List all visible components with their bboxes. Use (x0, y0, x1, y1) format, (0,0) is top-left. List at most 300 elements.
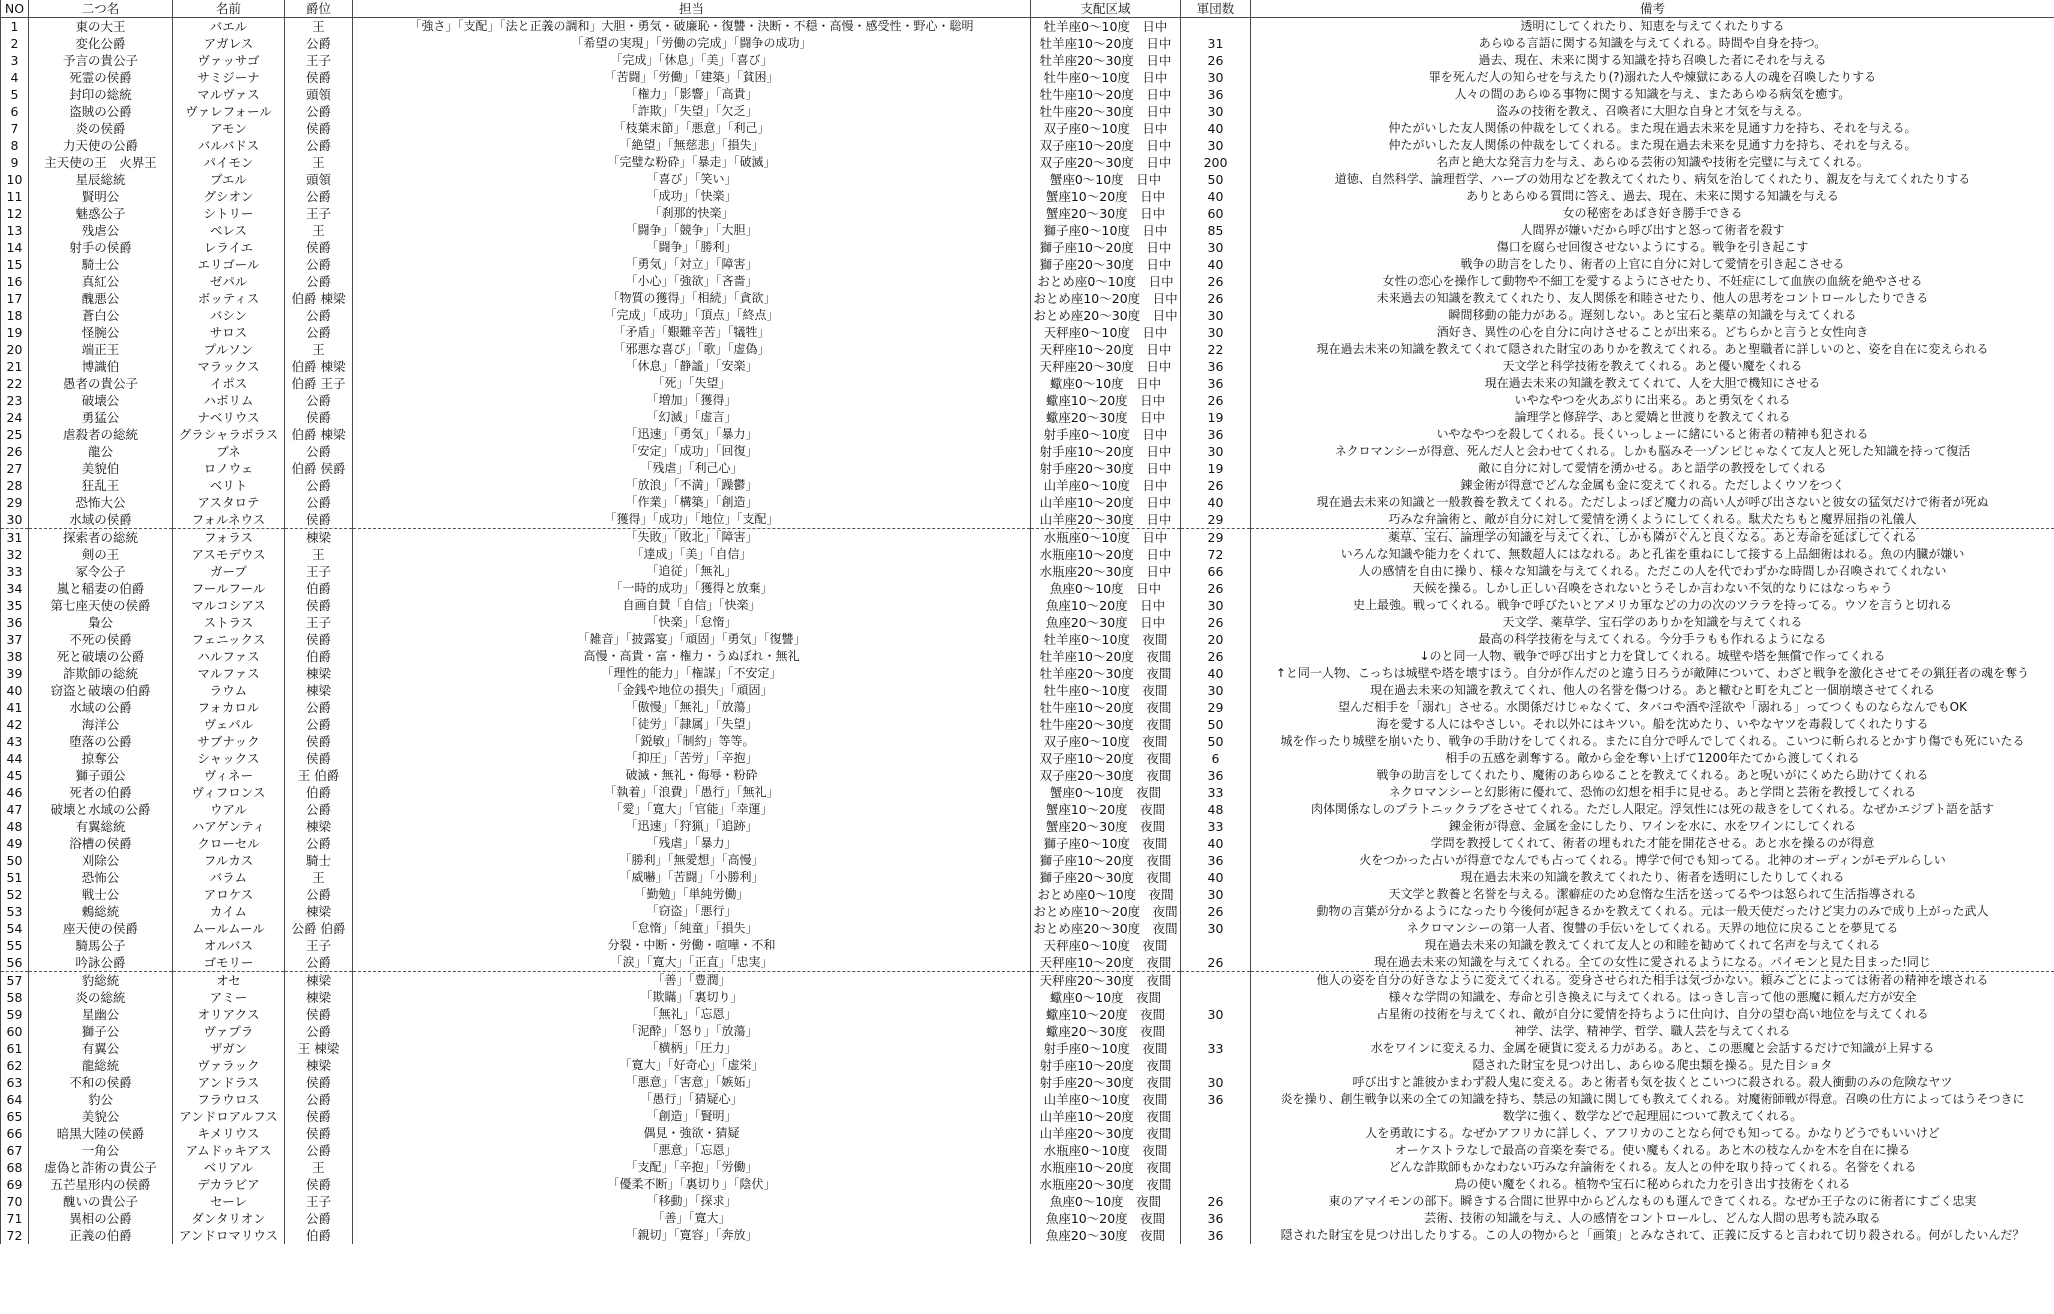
cell-remark[interactable]: 過去、現在、未来に関する知識を持ち召喚した者にそれを与える (1251, 52, 2054, 69)
cell-remark[interactable]: 望んだ相手を「溺れ」させる。水関係だけじゃなくて、タバコや酒や淫欲や「溺れる」ってつくものならなんでもOK (1251, 699, 2054, 716)
cell-name[interactable]: ゴモリー (173, 954, 285, 972)
cell-domain[interactable]: 魚座20～30度 夜間 (1031, 1227, 1181, 1244)
cell-domain[interactable]: 蟹座0～10度 日中 (1031, 171, 1181, 188)
cell-nickname[interactable]: 破壊公 (29, 392, 173, 409)
cell-no[interactable]: 13 (1, 222, 29, 239)
cell-nickname[interactable]: 梟公 (29, 614, 173, 631)
cell-nickname[interactable]: 美貌伯 (29, 460, 173, 477)
cell-remark[interactable]: 傷口を腐らせ回復させないようにする。戦争を引き起こす (1251, 239, 2054, 256)
cell-domain[interactable]: 蟹座10～20度 夜間 (1031, 801, 1181, 818)
cell-name[interactable]: ヴァレフォール (173, 103, 285, 120)
cell-duty[interactable]: 「刹那的快楽」 (353, 205, 1031, 222)
cell-duty[interactable]: 「威嚇」「苦闘」「小勝利」 (353, 869, 1031, 886)
cell-name[interactable]: マルヴァス (173, 86, 285, 103)
cell-no[interactable]: 71 (1, 1210, 29, 1227)
table-row[interactable] (1, 18, 2054, 36)
cell-nickname[interactable]: 死霊の侯爵 (29, 69, 173, 86)
cell-nickname[interactable]: 魅惑公子 (29, 205, 173, 222)
cell-domain[interactable]: 牡牛座0～10度 夜間 (1031, 682, 1181, 699)
cell-remark[interactable]: いやなやつを火あぶりに出来る。あと勇気をくれる (1251, 392, 2054, 409)
cell-remark[interactable]: 天文学と科学技術を教えてくれる。あと優い魔をくれる (1251, 358, 2054, 375)
cell-rank[interactable]: 棟梁 (285, 903, 353, 920)
table-row[interactable] (1, 716, 2054, 733)
cell-nickname[interactable]: 不和の侯爵 (29, 1074, 173, 1091)
cell-domain[interactable]: 蠍座0～10度 夜間 (1031, 989, 1181, 1006)
cell-remark[interactable]: あらゆる言語に関する知識を与えてくれる。時間や自身を持つ。 (1251, 35, 2054, 52)
cell-name[interactable]: ブネ (173, 443, 285, 460)
cell-rank[interactable]: 棟梁 (285, 665, 353, 682)
cell-domain[interactable]: 獅子座0～10度 夜間 (1031, 835, 1181, 852)
cell-duty[interactable]: 「勝利」「無愛想」「高慢」 (353, 852, 1031, 869)
cell-duty[interactable]: 「涙」「寛大」「正直」「忠実」 (353, 954, 1031, 972)
cell-domain[interactable]: 獅子座20～30度 日中 (1031, 256, 1181, 273)
table-row[interactable] (1, 682, 2054, 699)
table-row[interactable] (1, 597, 2054, 614)
table-row[interactable] (1, 1006, 2054, 1023)
cell-nickname[interactable]: 獅子頭公 (29, 767, 173, 784)
cell-domain[interactable]: 蠍座10～20度 日中 (1031, 392, 1181, 409)
cell-no[interactable]: 8 (1, 137, 29, 154)
cell-duty[interactable]: 「傲慢」「無礼」「放蕩」 (353, 699, 1031, 716)
cell-legions[interactable]: 36 (1181, 1210, 1251, 1227)
cell-remark[interactable]: ネクロマンシーの第一人者、復讐の手伝いをしてくれる。天界の地位に戻ることを夢見てる (1251, 920, 2054, 937)
cell-domain[interactable]: 牡羊座0～10度 夜間 (1031, 631, 1181, 648)
cell-legions[interactable]: 36 (1181, 358, 1251, 375)
header-legions[interactable]: 軍団数 (1181, 0, 1251, 18)
cell-legions[interactable]: 30 (1181, 443, 1251, 460)
table-row[interactable] (1, 648, 2054, 665)
cell-nickname[interactable]: 恐怖大公 (29, 494, 173, 511)
cell-no[interactable]: 58 (1, 989, 29, 1006)
cell-nickname[interactable]: 豹総統 (29, 972, 173, 990)
cell-remark[interactable]: 人々の間のあらゆる事物に関する知識を与え、またあらゆる病気を癒す。 (1251, 86, 2054, 103)
cell-rank[interactable]: 侯爵 (285, 409, 353, 426)
cell-no[interactable]: 12 (1, 205, 29, 222)
cell-nickname[interactable]: 炎の総統 (29, 989, 173, 1006)
cell-nickname[interactable]: 破壊と水域の公爵 (29, 801, 173, 818)
cell-domain[interactable]: 双子座20～30度 夜間 (1031, 767, 1181, 784)
cell-duty[interactable]: 「闘争」「競争」「大胆」 (353, 222, 1031, 239)
cell-no[interactable]: 36 (1, 614, 29, 631)
cell-nickname[interactable]: 端正王 (29, 341, 173, 358)
cell-no[interactable]: 23 (1, 392, 29, 409)
cell-domain[interactable]: 牡羊座20～30度 日中 (1031, 52, 1181, 69)
table-row[interactable] (1, 239, 2054, 256)
cell-domain[interactable]: おとめ座10～20度 夜間 (1031, 903, 1181, 920)
cell-domain[interactable]: 双子座20～30度 日中 (1031, 154, 1181, 171)
cell-nickname[interactable]: 力天使の公爵 (29, 137, 173, 154)
header-no[interactable]: NO (1, 0, 29, 18)
cell-name[interactable]: クローセル (173, 835, 285, 852)
cell-duty[interactable]: 「横柄」「圧力」 (353, 1040, 1031, 1057)
cell-domain[interactable]: 獅子座20～30度 夜間 (1031, 869, 1181, 886)
cell-remark[interactable]: 未来過去の知識を教えてくれたり、友人関係を和睦させたり、他人の思考をコントロールしたりできる (1251, 290, 2054, 307)
cell-nickname[interactable]: 冢令公子 (29, 563, 173, 580)
cell-legions[interactable]: 30 (1181, 920, 1251, 937)
cell-name[interactable]: アスモデウス (173, 546, 285, 563)
cell-rank[interactable]: 棟梁 (285, 989, 353, 1006)
cell-duty[interactable]: 「優柔不断」「裏切り」「陰伏」 (353, 1176, 1031, 1193)
cell-no[interactable]: 15 (1, 256, 29, 273)
cell-domain[interactable]: 獅子座10～20度 日中 (1031, 239, 1181, 256)
table-row[interactable] (1, 852, 2054, 869)
table-row[interactable] (1, 699, 2054, 716)
cell-duty[interactable]: 高慢・高貴・富・権力・うぬぼれ・無礼 (353, 648, 1031, 665)
cell-rank[interactable]: 公爵 (285, 886, 353, 903)
cell-name[interactable]: アンドラス (173, 1074, 285, 1091)
cell-remark[interactable]: どんな詐欺師もかなわない巧みな弁論術をくれる。友人との仲を取り持ってくれる。名誉をくれる (1251, 1159, 2054, 1176)
cell-rank[interactable]: 伯爵 棟梁 (285, 290, 353, 307)
cell-remark[interactable]: 芸術、技術の知識を与え、人の感情をコントロールし、どんな人間の思考も読み取る (1251, 1210, 2054, 1227)
table-row[interactable] (1, 835, 2054, 852)
cell-rank[interactable]: 騎士 (285, 852, 353, 869)
cell-domain[interactable]: 射手座10～20度 夜間 (1031, 1057, 1181, 1074)
cell-nickname[interactable]: 龍公 (29, 443, 173, 460)
cell-rank[interactable]: 伯爵 (285, 580, 353, 597)
cell-remark[interactable]: 神学、法学、精神学、哲学、職人芸を与えてくれる (1251, 1023, 2054, 1040)
cell-duty[interactable]: 「快楽」「怠惰」 (353, 614, 1031, 631)
cell-legions[interactable]: 26 (1181, 954, 1251, 972)
cell-rank[interactable]: 公爵 (285, 273, 353, 290)
table-row[interactable] (1, 426, 2054, 443)
cell-no[interactable]: 61 (1, 1040, 29, 1057)
cell-legions[interactable]: 26 (1181, 1193, 1251, 1210)
cell-no[interactable]: 50 (1, 852, 29, 869)
cell-domain[interactable]: 射手座0～10度 日中 (1031, 426, 1181, 443)
cell-remark[interactable]: 仲たがいした友人関係の仲裁をしてくれる。また現在過去未来を見通す力を持ち、それを与える。 (1251, 120, 2054, 137)
cell-rank[interactable]: 王 (285, 546, 353, 563)
table-row[interactable] (1, 1193, 2054, 1210)
cell-name[interactable]: アミー (173, 989, 285, 1006)
cell-duty[interactable]: 「権力」「影響」「高貴」 (353, 86, 1031, 103)
cell-rank[interactable]: 公爵 (285, 699, 353, 716)
cell-rank[interactable]: 伯爵 (285, 1227, 353, 1244)
cell-duty[interactable]: 「執着」「浪費」「愚行」「無礼」 (353, 784, 1031, 801)
cell-name[interactable]: アスタロテ (173, 494, 285, 511)
cell-duty[interactable]: 「移動」「探求」 (353, 1193, 1031, 1210)
cell-rank[interactable]: 王 (285, 18, 353, 36)
cell-nickname[interactable]: 嵐と稲妻の伯爵 (29, 580, 173, 597)
cell-no[interactable]: 65 (1, 1108, 29, 1125)
cell-duty[interactable]: 「作業」「構築」「創造」 (353, 494, 1031, 511)
cell-nickname[interactable]: 獅子公 (29, 1023, 173, 1040)
cell-rank[interactable]: 公爵 (285, 477, 353, 494)
cell-no[interactable]: 4 (1, 69, 29, 86)
cell-rank[interactable]: 王子 (285, 937, 353, 954)
cell-name[interactable]: ゼパル (173, 273, 285, 290)
cell-domain[interactable]: 牡牛座0～10度 日中 (1031, 69, 1181, 86)
cell-legions[interactable]: 33 (1181, 1040, 1251, 1057)
cell-duty[interactable]: 「成功」「快楽」 (353, 188, 1031, 205)
cell-rank[interactable]: 王 (285, 154, 353, 171)
cell-rank[interactable]: 公爵 (285, 716, 353, 733)
cell-no[interactable]: 31 (1, 529, 29, 547)
cell-duty[interactable]: 「闘争」「勝利」 (353, 239, 1031, 256)
table-row[interactable] (1, 614, 2054, 631)
cell-legions[interactable]: 30 (1181, 137, 1251, 154)
cell-domain[interactable]: 牡羊座10～20度 日中 (1031, 35, 1181, 52)
table-row[interactable] (1, 937, 2054, 954)
cell-duty[interactable]: 「喜び」「笑い」 (353, 171, 1031, 188)
cell-duty[interactable]: 「一時的成功」「獲得と放棄」 (353, 580, 1031, 597)
cell-name[interactable]: セーレ (173, 1193, 285, 1210)
cell-domain[interactable]: 蟹座10～20度 日中 (1031, 188, 1181, 205)
cell-duty[interactable]: 「完成」「休息」「美」「喜び」 (353, 52, 1031, 69)
cell-nickname[interactable]: 勇猛公 (29, 409, 173, 426)
table-row[interactable] (1, 767, 2054, 784)
cell-nickname[interactable]: 博識伯 (29, 358, 173, 375)
cell-remark[interactable]: 史上最強。戦ってくれる。戦争で呼びたいとアメリカ軍などの力の次のツララを持ってる。ウソを言うと切れる (1251, 597, 2054, 614)
cell-legions[interactable]: 50 (1181, 716, 1251, 733)
table-row[interactable] (1, 818, 2054, 835)
table-row[interactable] (1, 137, 2054, 154)
cell-rank[interactable]: 公爵 (285, 954, 353, 972)
cell-duty[interactable]: 「迅速」「勇気」「暴力」 (353, 426, 1031, 443)
cell-name[interactable]: フォラス (173, 529, 285, 547)
cell-remark[interactable]: 瞬間移動の能力がある。遅刻しない。あと宝石と薬草の知識を与えてくれる (1251, 307, 2054, 324)
cell-no[interactable]: 64 (1, 1091, 29, 1108)
cell-duty[interactable]: 「休息」「静謐」「安楽」 (353, 358, 1031, 375)
table-row[interactable] (1, 358, 2054, 375)
cell-domain[interactable]: 天秤座0～10度 夜間 (1031, 937, 1181, 954)
cell-domain[interactable]: おとめ座20～30度 夜間 (1031, 920, 1181, 937)
cell-nickname[interactable]: 水域の公爵 (29, 699, 173, 716)
cell-name[interactable]: サミジーナ (173, 69, 285, 86)
cell-no[interactable]: 37 (1, 631, 29, 648)
cell-nickname[interactable]: 戦士公 (29, 886, 173, 903)
cell-name[interactable]: フォルネウス (173, 511, 285, 529)
cell-rank[interactable]: 伯爵 王子 (285, 375, 353, 392)
cell-rank[interactable]: 伯爵 (285, 648, 353, 665)
cell-no[interactable]: 55 (1, 937, 29, 954)
cell-remark[interactable]: 天文学と教養と名誉を与える。潔癖症のため怠惰な生活を送ってるやつは怒られて生活指導される (1251, 886, 2054, 903)
cell-name[interactable]: グシオン (173, 188, 285, 205)
cell-no[interactable]: 48 (1, 818, 29, 835)
cell-no[interactable]: 7 (1, 120, 29, 137)
table-row[interactable] (1, 290, 2054, 307)
cell-domain[interactable]: 山羊座0～10度 日中 (1031, 477, 1181, 494)
cell-name[interactable]: ブエル (173, 171, 285, 188)
cell-no[interactable]: 41 (1, 699, 29, 716)
cell-nickname[interactable]: 水域の侯爵 (29, 511, 173, 529)
cell-name[interactable]: マルコシアス (173, 597, 285, 614)
cell-name[interactable]: アンドロアルフス (173, 1108, 285, 1125)
cell-rank[interactable]: 王 伯爵 (285, 767, 353, 784)
cell-rank[interactable]: 公爵 (285, 1091, 353, 1108)
cell-no[interactable]: 53 (1, 903, 29, 920)
cell-legions[interactable]: 26 (1181, 648, 1251, 665)
cell-nickname[interactable]: 五芒星形内の侯爵 (29, 1176, 173, 1193)
cell-rank[interactable]: 公爵 (285, 307, 353, 324)
cell-legions[interactable]: 60 (1181, 205, 1251, 222)
cell-legions[interactable]: 33 (1181, 784, 1251, 801)
cell-nickname[interactable]: 豹公 (29, 1091, 173, 1108)
cell-nickname[interactable]: 虐殺者の総統 (29, 426, 173, 443)
cell-nickname[interactable]: 掠奪公 (29, 750, 173, 767)
cell-name[interactable]: ガープ (173, 563, 285, 580)
cell-duty[interactable]: 「苦闘」「労働」「建築」「貧困」 (353, 69, 1031, 86)
cell-name[interactable]: デカラビア (173, 1176, 285, 1193)
cell-name[interactable]: ストラス (173, 614, 285, 631)
table-row[interactable] (1, 1108, 2054, 1125)
cell-name[interactable]: カイム (173, 903, 285, 920)
cell-duty[interactable]: 「創造」「賢明」 (353, 1108, 1031, 1125)
cell-nickname[interactable]: 変化公爵 (29, 35, 173, 52)
cell-duty[interactable]: 「善」「豊潤」 (353, 972, 1031, 990)
cell-duty[interactable]: 「雑音」「披露宴」「頑固」「勇気」「復讐」 (353, 631, 1031, 648)
cell-name[interactable]: マルファス (173, 665, 285, 682)
header-name[interactable]: 名前 (173, 0, 285, 18)
cell-nickname[interactable]: 吟詠公爵 (29, 954, 173, 972)
cell-remark[interactable]: 人間界が嫌いだから呼び出すと怒って術者を殺す (1251, 222, 2054, 239)
cell-duty[interactable]: 「安定」「成功」「回復」 (353, 443, 1031, 460)
cell-no[interactable]: 57 (1, 972, 29, 990)
cell-remark[interactable]: 肉体関係なしのプラトニックラブをさせてくれる。ただし人限定。浮気性には死の裁きをしてくれる。なぜかエジプト語を話す (1251, 801, 2054, 818)
cell-domain[interactable]: 魚座10～20度 日中 (1031, 597, 1181, 614)
cell-nickname[interactable]: 醜悪公 (29, 290, 173, 307)
cell-remark[interactable]: 相手の五感を剥奪する。敵から金を奪い上げて1200年たてから渡してくれる (1251, 750, 2054, 767)
cell-no[interactable]: 52 (1, 886, 29, 903)
cell-no[interactable]: 43 (1, 733, 29, 750)
cell-rank[interactable]: 王 (285, 869, 353, 886)
cell-remark[interactable]: 現在過去未来の知識を与えてくれる。全ての女性に愛されるようになる。パイモンと見た目まった!同じ (1251, 954, 2054, 972)
cell-rank[interactable]: 侯爵 (285, 597, 353, 614)
cell-legions[interactable]: 36 (1181, 852, 1251, 869)
cell-name[interactable]: シャックス (173, 750, 285, 767)
cell-rank[interactable]: 公爵 (285, 392, 353, 409)
cell-duty[interactable]: 「枝葉末節」「悪意」「利己」 (353, 120, 1031, 137)
cell-no[interactable]: 68 (1, 1159, 29, 1176)
cell-remark[interactable]: いろんな知識や能力をくれて、無数超人にはなれる。あと孔雀を重ねにして接する上品細術はれる。魚の内臓が嫌い (1251, 546, 2054, 563)
cell-domain[interactable]: 天秤座0～10度 日中 (1031, 324, 1181, 341)
header-nickname[interactable]: 二つ名 (29, 0, 173, 18)
cell-duty[interactable]: 「達成」「美」「自信」 (353, 546, 1031, 563)
cell-remark[interactable]: ↑と同一人物、こっちは城壁や塔を壊すほう。自分が作んだのと違う日ろうが敵陣について、わざと戦争を激化させてその猟狂者の魂を奪う (1251, 665, 2054, 682)
table-row[interactable] (1, 324, 2054, 341)
table-row[interactable] (1, 750, 2054, 767)
table-row[interactable] (1, 341, 2054, 358)
cell-remark[interactable]: 人を勇敢にする。なぜかアフリカに詳しく、アフリカのことなら何でも知ってる。かなりどうでもいいけど (1251, 1125, 2054, 1142)
cell-no[interactable]: 49 (1, 835, 29, 852)
cell-no[interactable]: 32 (1, 546, 29, 563)
cell-name[interactable]: ヴィネー (173, 767, 285, 784)
cell-legions[interactable]: 30 (1181, 1006, 1251, 1023)
cell-legions[interactable]: 36 (1181, 1227, 1251, 1244)
cell-no[interactable]: 34 (1, 580, 29, 597)
table-row[interactable] (1, 188, 2054, 205)
cell-duty[interactable]: 「絶望」「無慈悲」「損失」 (353, 137, 1031, 154)
cell-no[interactable]: 22 (1, 375, 29, 392)
cell-legions[interactable] (1181, 937, 1251, 954)
cell-remark[interactable]: 盗みの技術を教え、召喚者に大胆な自身と才気を与える。 (1251, 103, 2054, 120)
cell-name[interactable]: ヴァラック (173, 1057, 285, 1074)
table-row[interactable] (1, 103, 2054, 120)
cell-nickname[interactable]: 暗黒大陸の侯爵 (29, 1125, 173, 1142)
cell-nickname[interactable]: 虚偽と詐術の貴公子 (29, 1159, 173, 1176)
cell-name[interactable]: フルカス (173, 852, 285, 869)
table-row[interactable] (1, 222, 2054, 239)
cell-name[interactable]: ウアル (173, 801, 285, 818)
table-row[interactable] (1, 154, 2054, 171)
table-row[interactable] (1, 511, 2054, 529)
cell-rank[interactable]: 伯爵 (285, 784, 353, 801)
cell-legions[interactable]: 26 (1181, 273, 1251, 290)
cell-no[interactable]: 24 (1, 409, 29, 426)
cell-name[interactable]: ヴァッサゴ (173, 52, 285, 69)
cell-legions[interactable]: 30 (1181, 103, 1251, 120)
table-row[interactable] (1, 375, 2054, 392)
cell-domain[interactable]: 獅子座0～10度 日中 (1031, 222, 1181, 239)
table-row[interactable] (1, 1210, 2054, 1227)
cell-domain[interactable]: 蠍座20～30度 日中 (1031, 409, 1181, 426)
cell-duty[interactable]: 「幻滅」「虚言」 (353, 409, 1031, 426)
cell-name[interactable]: ベレス (173, 222, 285, 239)
cell-duty[interactable]: 「完璧な粉砕」「暴走」「破滅」 (353, 154, 1031, 171)
cell-legions[interactable]: 40 (1181, 869, 1251, 886)
table-row[interactable] (1, 392, 2054, 409)
header-duty[interactable]: 担当 (353, 0, 1031, 18)
cell-rank[interactable]: 王 棟梁 (285, 1040, 353, 1057)
cell-legions[interactable]: 19 (1181, 409, 1251, 426)
cell-nickname[interactable]: 有翼公 (29, 1040, 173, 1057)
cell-remark[interactable]: 隠された財宝を見つけ出し、あらゆる爬虫類を操る。見た目ショタ (1251, 1057, 2054, 1074)
cell-no[interactable]: 62 (1, 1057, 29, 1074)
cell-legions[interactable]: 29 (1181, 529, 1251, 547)
cell-rank[interactable]: 侯爵 (285, 120, 353, 137)
table-row[interactable] (1, 35, 2054, 52)
table-row[interactable] (1, 529, 2054, 547)
cell-domain[interactable]: 射手座20～30度 夜間 (1031, 1074, 1181, 1091)
cell-remark[interactable]: 水をワインに変える力、金属を硬貨に変える力がある。あと、この悪魔と会話するだけで知識が上昇する (1251, 1040, 2054, 1057)
cell-remark[interactable]: 現在過去未来の知識と一般教養を教えてくれる。ただしよっぽど魔力の高い人が呼び出さないと彼女の猛気だけで術者が死ぬ (1251, 494, 2054, 511)
cell-domain[interactable]: 蠍座20～30度 夜間 (1031, 1023, 1181, 1040)
cell-name[interactable]: マラックス (173, 358, 285, 375)
cell-rank[interactable]: 公爵 (285, 324, 353, 341)
cell-legions[interactable] (1181, 1125, 1251, 1142)
cell-remark[interactable]: 敵に自分に対して愛情を湧かせる。あと語学の教授をしてくれる (1251, 460, 2054, 477)
cell-rank[interactable]: 王 (285, 341, 353, 358)
cell-no[interactable]: 59 (1, 1006, 29, 1023)
cell-remark[interactable]: 錬金術が得意、金属を金にしたり、ワインを水に、水をワインにしてくれる (1251, 818, 2054, 835)
cell-legions[interactable]: 26 (1181, 614, 1251, 631)
cell-no[interactable]: 67 (1, 1142, 29, 1159)
cell-remark[interactable]: いやなやつを殺してくれる。長くいっしょーに緒にいると術者の精神も犯される (1251, 426, 2054, 443)
cell-name[interactable]: ハルファス (173, 648, 285, 665)
cell-duty[interactable]: 「怠惰」「純童」「損失」 (353, 920, 1031, 937)
cell-remark[interactable]: 東のアマイモンの部下。瞬きする合間に世界中からどんなものも運んできてくれる。なぜか王子なのに術者にすごく忠実 (1251, 1193, 2054, 1210)
cell-legions[interactable]: 33 (1181, 818, 1251, 835)
cell-no[interactable]: 47 (1, 801, 29, 818)
cell-duty[interactable]: 「鋭敏」「制約」等等。 (353, 733, 1031, 750)
cell-legions[interactable]: 72 (1181, 546, 1251, 563)
cell-name[interactable]: ナベリウス (173, 409, 285, 426)
cell-domain[interactable]: 蟹座20～30度 夜間 (1031, 818, 1181, 835)
cell-remark[interactable]: 炎を操り、創生戦争以来の全ての知識を持ち、禁忌の知識に関しても教えてくれる。対魔術師戦が得意。召喚の仕方によってはうそつきに (1251, 1091, 2054, 1108)
cell-domain[interactable]: 蟹座20～30度 日中 (1031, 205, 1181, 222)
cell-remark[interactable]: ネクロマンシーと幻影術に優れて、恐怖の幻想を相手に見せる。あと学問と芸術を教授してくれる (1251, 784, 2054, 801)
cell-nickname[interactable]: 星辰総統 (29, 171, 173, 188)
cell-nickname[interactable]: 鶫総統 (29, 903, 173, 920)
cell-remark[interactable]: 海を愛する人にはやさしい。それ以外にはキツい。船を沈めたり、いやなヤツを毒殺してくれたりする (1251, 716, 2054, 733)
cell-legions[interactable]: 200 (1181, 154, 1251, 171)
cell-duty[interactable]: 「失敗」「敗北」「障害」 (353, 529, 1031, 547)
cell-legions[interactable]: 31 (1181, 35, 1251, 52)
cell-nickname[interactable]: 浴槽の侯爵 (29, 835, 173, 852)
cell-rank[interactable]: 王 (285, 1159, 353, 1176)
header-domain[interactable]: 支配区域 (1031, 0, 1181, 18)
cell-remark[interactable]: 戦争の助言をしたり、術者の上官に自分に対して愛情を引き起こさせる (1251, 256, 2054, 273)
cell-remark[interactable]: 火をつかった占いが得意でなんでも占ってくれる。博学で何でも知ってる。北神のオーディンがモデルらしい (1251, 852, 2054, 869)
